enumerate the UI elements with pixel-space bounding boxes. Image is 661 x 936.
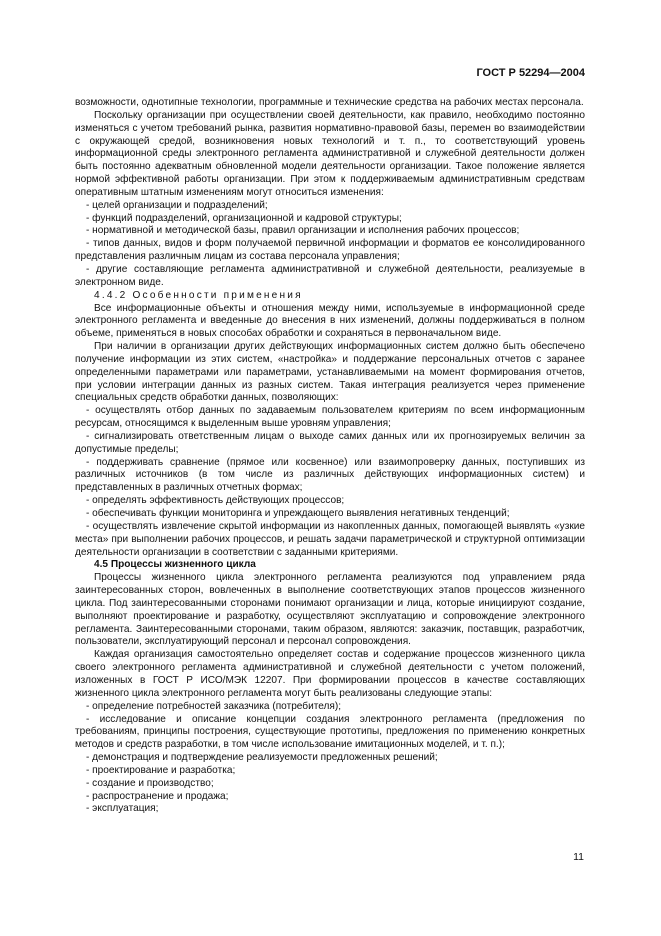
list-item: - поддерживать сравнение (прямое или косвенное) или взаимопроверку данных, поступивших из различных источников (в том числе из различных действующих информационных систем) и представленных в различных отчетных формах; (75, 456, 585, 494)
list-item: - целей организации и подразделений; (86, 199, 268, 211)
list-item: - проектирование и разработка; (86, 764, 236, 776)
list-item: - функций подразделений, организационной и кадровой структуры; (86, 212, 402, 224)
list-item: - демонстрация и подтверждение реализуемости предложенных решений; (86, 752, 438, 764)
paragraph: При наличии в организации других действующих информационных систем должно быть обеспечено получение информации из этих систем, «настройка» и поддержание персональных отчетов с заранее определенными параметрами или параметрами, устанавливаемыми на момент формирования отчетов, при условии интеграции данных из разных систем. Такая интеграция реализуется через применение специальных средств обработки данных, позволяющих: (75, 341, 585, 404)
paragraph: Процессы жизненного цикла электронного регламента реализуются под управлением ряда заинтересованных сторон, вовлеченных в выполнение соответствующих этапов процессов жизненного цикла. Под заинтересованными сторонами понимают организации и лица, которые инициируют создание, выполняют проектирование и разработку, осуществляют эксплуатацию и сопровождение электронного регламента. Заинтересованными сторонами, таким образом, являются: заказчик, поставщик, разработчик, пользователи, эксплуатирующий персонал и персонал сопровождения. (75, 572, 585, 648)
document-body (75, 97, 585, 816)
list-item: - исследование и описание концепции создания электронного регламента (предложения по требованиям, принципы построения, существующие прототипы, предложения по применению конкретных методов и средств разработки, в том числе использование имитационных моделей, и т. п.); (75, 713, 585, 751)
paragraph-continuation: возможности, однотипные технологии, программные и технические средства на рабочих местах персонала. (75, 97, 584, 108)
list-item: - типов данных, видов и форм получаемой первичной информации и форматов ее консолидированного представления различным лицам из состава персонала управления; (75, 238, 585, 263)
section-heading-4-4-2: 4.4.2 Особенности применения (94, 289, 303, 301)
section-heading-4-5: 4.5 Процессы жизненного цикла (94, 559, 256, 571)
paragraph: Все информационные объекты и отношения между ними, используемые в информационной среде электронного регламента и введенные до внесения в них изменений, должны поддерживаться в полном объеме, применяться в новых способах обработки и сохраняться в первоначальном виде. (75, 302, 585, 340)
list-item: - осуществлять извлечение скрытой информации из накопленных данных, помогающей выявлять «узкие места» при выполнении рабочих процессов, и решать задачи параметрической и структурной оптимизации деятельности организации в соответствии с заданными критериями. (75, 520, 585, 558)
list-item: - распространение и продажа; (86, 790, 229, 802)
list-item: - обеспечивать функции мониторинга и упреждающего выявления негативных тенденций; (86, 508, 510, 519)
page-number: 11 (573, 851, 584, 863)
list-item: - определять эффективность действующих процессов; (86, 495, 345, 507)
paragraph: Поскольку организации при осуществлении своей деятельности, как правило, необходимо постоянно изменяться с учетом требований рынка, развития нормативно-правовой базы, перемен во взаимодействии с окружающей средой, возникновения новых технологий и т. п., то соответствующий уровень информационной среды электронного регламента административной и служебной деятельности должен быть постоянно адекватным обновленной модели деятельности организации. Такое положение является нормой эффективной работы организации. При этом к поддерживаемым административным средствам оперативным штатным изменениям могут относиться изменения: (75, 109, 585, 198)
list-item: - эксплуатация; (86, 803, 159, 815)
list-item: - создание и производство; (86, 777, 214, 789)
list-item: - определение потребностей заказчика (потребителя); (86, 700, 342, 712)
list-item: - осуществлять отбор данных по задаваемым пользователем критериям по всем информационным ресурсам, относящимся к выделенным выше уровням управления; (75, 405, 585, 430)
list-item: - нормативной и методической базы, правил организации и исполнения рабочих процессов; (86, 225, 520, 237)
list-item: - сигнализировать ответственным лицам о выходе самих данных или их прогнозируемых величин за допустимые пределы; (75, 430, 585, 455)
document-code: ГОСТ Р 52294—2004 (476, 67, 585, 79)
paragraph: Каждая организация самостоятельно определяет состав и содержание процессов жизненного цикла своего электронного регламента административной и служебной деятельности с учетом положений, изложенных в ГОСТ Р ИСО/МЭК 12207. При формировании процессов в качестве составляющих жизненного цикла электронного регламента могут быть реализованы следующие этапы: (75, 649, 585, 699)
list-item: - другие составляющие регламента административной и служебной деятельности, реализуемые в электронном виде. (75, 263, 585, 288)
